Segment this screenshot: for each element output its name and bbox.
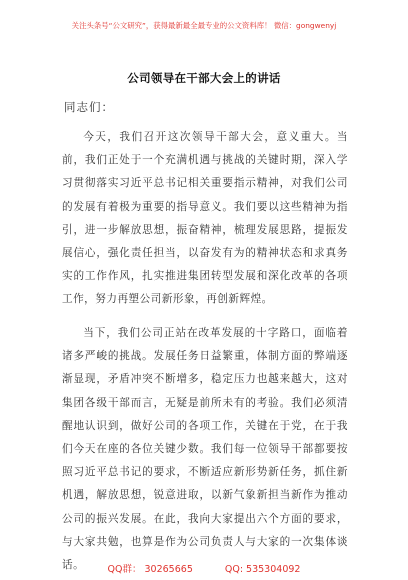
salutation: 同志们： xyxy=(64,100,114,114)
footer-qq-group: QQ群： 30265665 xyxy=(107,564,193,575)
document-title: 公司领导在干部大会上的讲话 xyxy=(127,71,281,85)
body-paragraph: 当下，我们公司正站在改革发展的十字路口，面临着诸多严峻的挑战。发展任务日益繁重，体制方面的弊端逐渐显现，矛盾冲突不断增多，稳定压力也越来越大，这对集团各级干部而言，无疑是前所未有的考验。我们必须清醒地认识到，做好公司的各项工作，关键在于党，在于我们今天在座的各位关键少数。我们每一位领导干部都要按照习近平总书记的要求，不断适应新形势新任务，抓住新机遇，解放思想，锐意进取，以新气象新担当新作为推动公司的振兴发展。在此，我向大家提出六个方面的要求，与大家共勉，也算是作为公司负责人与大家的一次集体谈话。 xyxy=(62,327,348,572)
body-paragraph: 今天，我们召开这次领导干部大会，意义重大。当前，我们正处于一个充满机遇与挑战的关键时期，深入学习贯彻落实习近平总书记相关重要指示精神，对我们公司的发展有着极为重要的指导意义。我们要以这些精神为指引，进一步解放思想，振奋精神，梳理发展思路，提振发展信心，强化责任担当，以奋发有为的精神状态和求真务实的工作作风，扎实推进集团转型发展和深化改革的各项工作，努力再塑公司新形象，再创新辉煌。 xyxy=(62,131,348,306)
header-banner: 关注头条号“公文研究”，获得最新最全最专业的公文资料库！ 微信：gongwenyj xyxy=(71,21,337,30)
footer-contact xyxy=(0,561,408,575)
footer-qq-number: QQ: 535304092 xyxy=(224,564,301,575)
